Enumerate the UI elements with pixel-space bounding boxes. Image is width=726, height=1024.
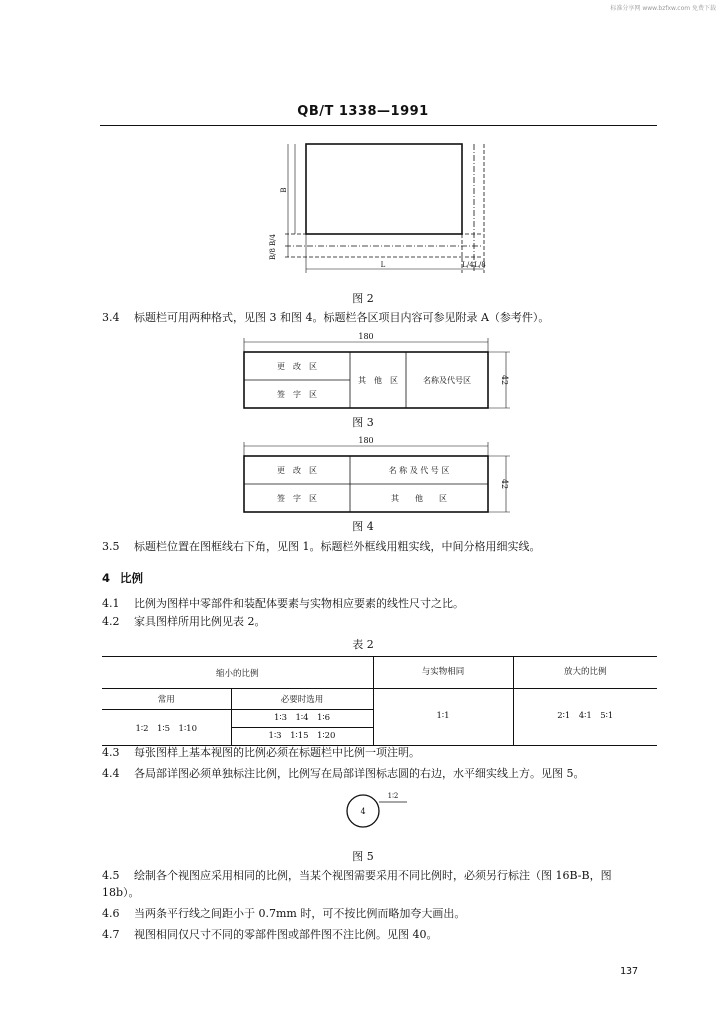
section-title: 比例 [120,571,143,585]
fig4-sign-zone: 签 字 区 [277,494,317,503]
fig2-label-L: L [380,261,386,269]
fig5-circle-label: 4 [360,807,366,816]
para-text: 当两条平行线之间距小于 0.7mm 时，可不按比例而略加夸大画出。 [134,907,466,920]
figure-4-caption: 图 4 [352,520,374,533]
para-4-1 [102,597,464,611]
th-reduced: 缩小的比例 [102,657,373,689]
fig5-scale-label: 1∶2 [387,792,399,800]
th-optional: 必要时选用 [231,689,373,710]
para-3-5 [102,540,541,554]
page-number: 137 [619,966,638,977]
fig2-label-B: B [280,187,288,193]
fig2-label-B8: B/8 [269,248,277,260]
figure-2 [255,138,495,286]
para-text: 每张图样上基本视图的比例必须在标题栏中比例一项注明。 [134,746,420,759]
td-same: 1∶1 [436,711,450,721]
para-text: 标题栏可用两种格式，见图 3 和图 4。标题栏各区项目内容可参见附录 A（参考件）。 [134,311,550,324]
figure-4 [230,432,520,518]
td-optional-2: 1∶3 1∶15 1∶20 [232,727,373,745]
th-enlarged: 放大的比例 [514,657,658,689]
fig3-width-dim: 180 [358,332,374,341]
para-text: 标题栏位置在图框线右下角，见图 1。标题栏外框线用粗实线，中间分格用细实线。 [134,540,541,553]
fig4-change-zone: 更 改 区 [277,466,317,475]
para-4-5 [102,869,612,883]
section-num: 4 [102,571,111,585]
para-text: 各局部详图必须单独标注比例，比例写在局部详图标志圆的右边，水平细实线上方。见图 5。 [134,767,585,780]
td-optional-1: 1∶3 1∶4 1∶6 [273,713,331,723]
para-text: 比例为图样中零部件和装配体要素与实物相应要素的线性尺寸之比。 [134,597,464,610]
para-text-line1: 绘制各个视图应采用相同的比例，当某个视图需要采用不同比例时，必须另行标注（图 16B-B，图 [134,869,612,882]
para-num: 4.7 [102,928,120,941]
standard-header: QB/T 1338—1991 [297,104,429,119]
watermark: 标准分享网 www.bzfxw.com 免费下载 [610,5,716,12]
table-2 [102,656,657,746]
para-num: 4.5 [102,869,120,882]
fig2-frame [306,144,462,234]
fig3-other-zone: 其 他 区 [358,376,398,385]
para-4-7 [102,928,438,942]
para-4-4 [102,767,585,781]
th-same: 与实物相同 [374,657,513,689]
para-4-5-cont [102,886,140,900]
fig2-label-L4: L/4 [462,261,474,269]
td-enlarged: 2∶1 4∶1 5∶1 [557,711,614,721]
para-num: 4.1 [102,597,120,610]
figure-5 [335,782,415,832]
para-text: 视图相同仅尺寸不同的零部件图或部件图不注比例。见图 40。 [134,928,438,941]
fig3-name-code-zone: 名称及代号区 [423,376,471,385]
fig3-height-dim: 42 [500,374,509,386]
figure-3 [230,328,520,414]
para-num: 3.5 [102,540,120,553]
fig4-other-zone: 其 他 区 [391,494,447,503]
fig4-name-code-zone: 名 称 及 代 号 区 [388,466,450,475]
para-num: 4.3 [102,746,120,759]
para-4-2 [102,615,266,629]
para-4-6 [102,907,465,921]
fig3-sign-zone: 签 字 区 [277,390,317,399]
figure-5-caption: 图 5 [352,850,374,863]
td-common: 1∶2 1∶5 1∶10 [102,710,231,746]
figure-3-caption: 图 3 [352,416,374,429]
fig4-height-dim: 42 [500,478,509,490]
para-text-line2: 18b）。 [102,886,140,899]
td-optional [231,710,373,746]
para-3-4 [102,311,549,325]
th-common: 常用 [102,689,231,710]
fig4-width-dim: 180 [358,436,374,445]
para-num: 3.4 [102,311,120,324]
para-text: 家具图样所用比例见表 2。 [134,615,266,628]
fig2-label-B4: B/4 [269,234,277,246]
section-4-heading [102,570,143,586]
para-num: 4.6 [102,907,120,920]
para-num: 4.4 [102,767,120,780]
para-num: 4.2 [102,615,120,628]
fig3-change-zone: 更 改 区 [277,362,317,371]
para-4-3 [102,746,420,760]
header-rule [100,125,657,126]
table-2-caption: 表 2 [352,638,374,651]
fig2-label-L8: L/8 [474,261,486,269]
figure-2-caption: 图 2 [352,292,374,305]
